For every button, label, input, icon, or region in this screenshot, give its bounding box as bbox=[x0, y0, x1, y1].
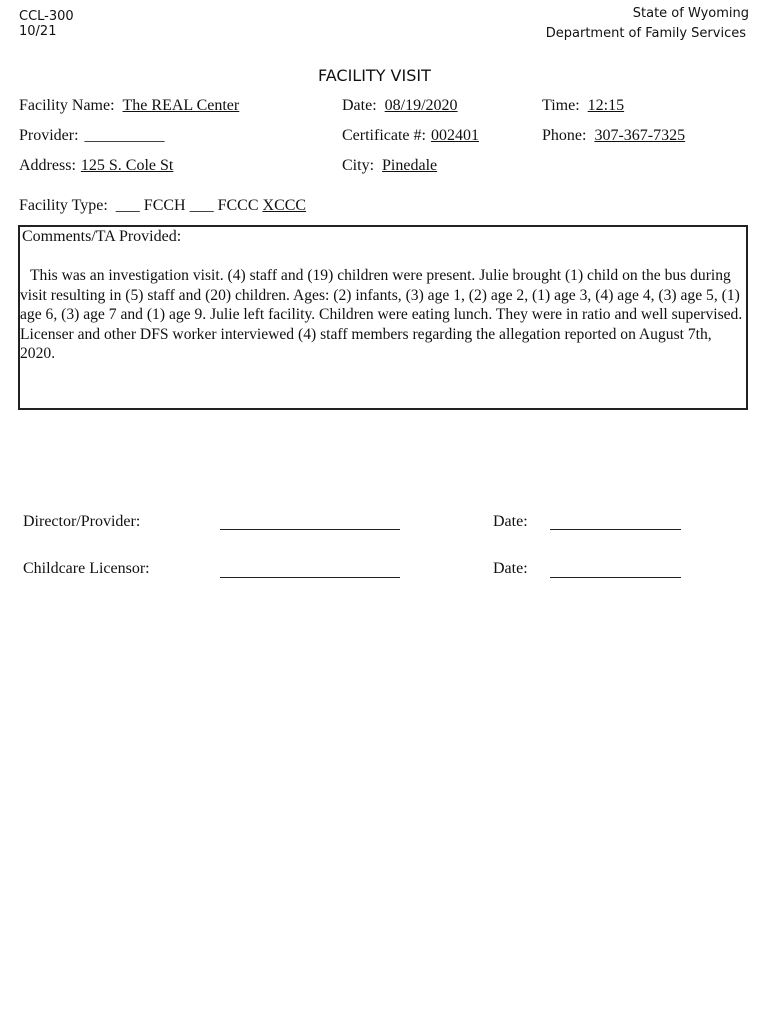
address-label: Address: bbox=[19, 157, 76, 174]
licensor-date-label: Date: bbox=[493, 560, 528, 577]
date-value: 08/19/2020 bbox=[384, 97, 458, 114]
certificate-field bbox=[342, 127, 479, 145]
facility-type-label: Facility Type: bbox=[19, 197, 108, 214]
fcch-checkmark: ___ bbox=[115, 197, 140, 214]
licensor-date-line bbox=[550, 577, 681, 578]
ccc-checkmark: X bbox=[262, 197, 275, 214]
certificate-label: Certificate #: bbox=[342, 127, 426, 144]
form-code: CCL-300 bbox=[19, 9, 74, 24]
fccc-checkmark: ___ bbox=[189, 197, 214, 214]
phone-field bbox=[542, 127, 685, 145]
time-field bbox=[542, 97, 624, 115]
phone-label: Phone: bbox=[542, 127, 587, 144]
ccc-option: CCC bbox=[274, 197, 307, 214]
time-value: 12:15 bbox=[587, 97, 625, 114]
fccc-option: FCCC bbox=[217, 197, 259, 214]
page-title: FACILITY VISIT bbox=[318, 66, 431, 85]
form-date: 10/21 bbox=[19, 24, 57, 39]
agency-state: State of Wyoming bbox=[632, 6, 749, 21]
time-label: Time: bbox=[542, 97, 580, 114]
facility-name-label: Facility Name: bbox=[19, 97, 115, 114]
childcare-licensor-label: Childcare Licensor: bbox=[23, 560, 150, 577]
city-value: Pinedale bbox=[382, 157, 438, 174]
phone-value: 307-367-7325 bbox=[594, 127, 686, 144]
facility-name-value: The REAL Center bbox=[122, 97, 240, 114]
certificate-value: 002401 bbox=[430, 127, 479, 144]
city-label: City: bbox=[342, 157, 375, 174]
provider-field bbox=[19, 127, 165, 145]
address-field bbox=[19, 157, 173, 175]
director-date-label: Date: bbox=[493, 513, 528, 530]
facility-type-field bbox=[19, 197, 306, 215]
agency-department: Department of Family Services bbox=[545, 26, 746, 41]
comments-box bbox=[18, 225, 748, 410]
provider-value: __________ bbox=[84, 127, 165, 144]
date-label: Date: bbox=[342, 97, 377, 114]
fcch-option: FCCH bbox=[143, 197, 186, 214]
city-field bbox=[342, 157, 437, 175]
date-field bbox=[342, 97, 458, 115]
director-signature-line bbox=[220, 529, 400, 530]
facility-name-field bbox=[19, 97, 239, 115]
comments-label: Comments/TA Provided: bbox=[22, 228, 182, 245]
licensor-signature-line bbox=[220, 577, 400, 578]
comments-text: This was an investigation visit. (4) staff and (19) children were present. Julie brought (1) child on the bus during visit resulting in (5) staff and (20) children. Ages: (2) infants, (3) age 1, (2) age 2, (1) age 3, (4) age 4, (3) age 5, (1) age 6, (3) age 7 and (1) age 9. Julie left facility. Children were eating lunch. They were in ratio and well supervised. Licenser and other DFS worker interviewed (4) staff members regarding the allegation reported on August 7th, 2020. bbox=[20, 267, 743, 362]
address-value: 125 S. Cole St bbox=[80, 157, 174, 174]
director-provider-label: Director/Provider: bbox=[23, 513, 141, 530]
director-date-line bbox=[550, 529, 681, 530]
provider-label: Provider: bbox=[19, 127, 79, 144]
